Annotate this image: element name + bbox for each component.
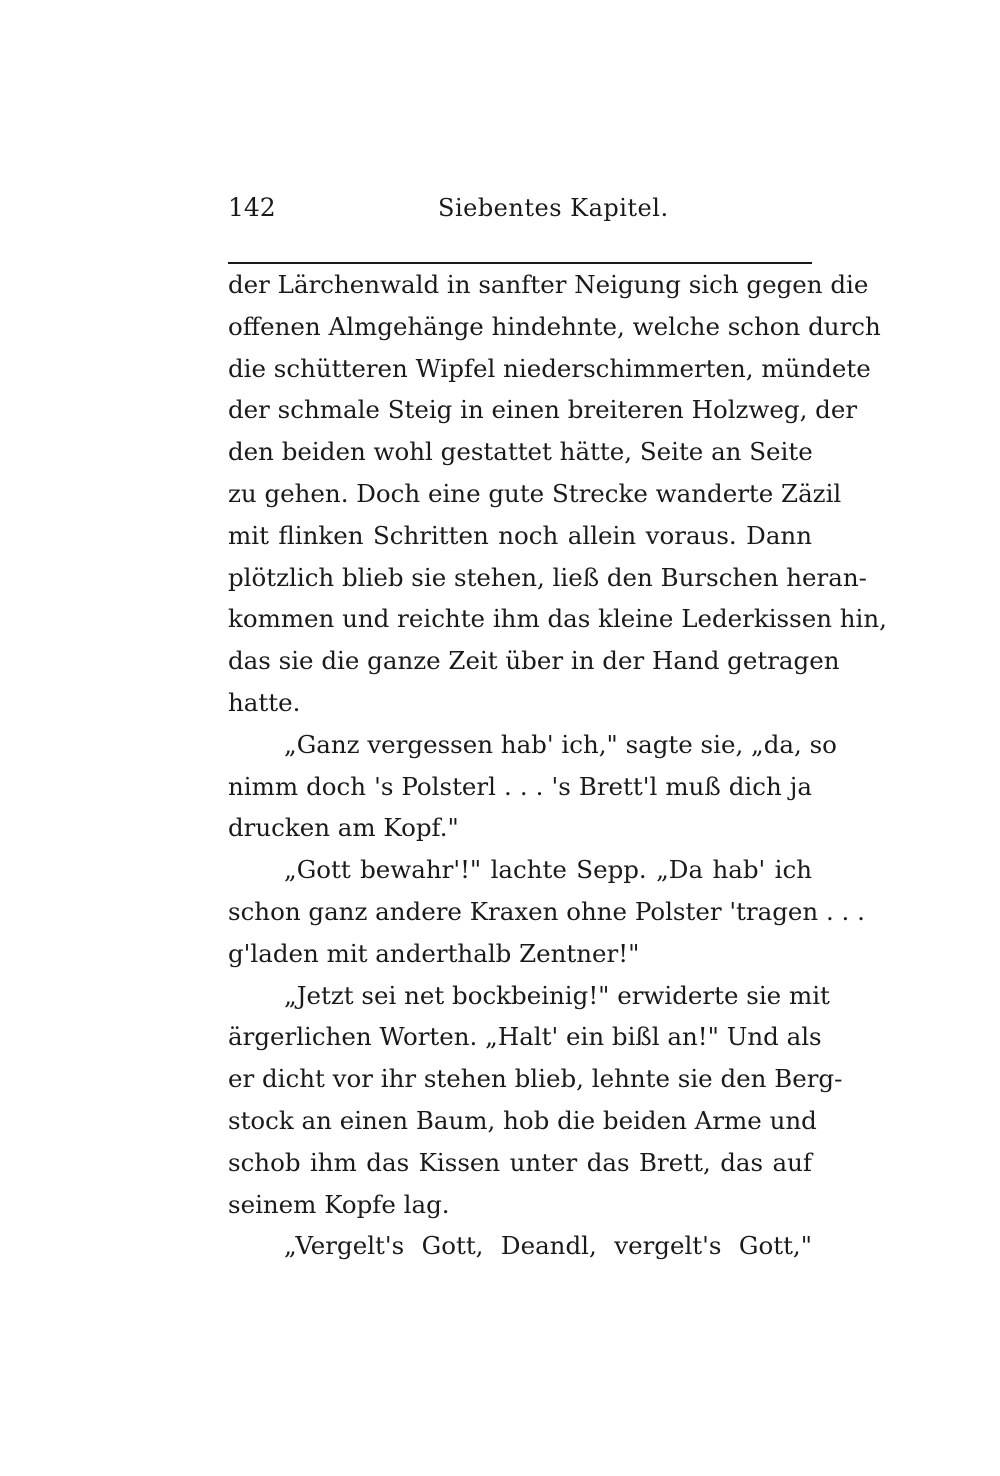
text-line: das sie die ganze Zeit über in der Hand getragen (228, 646, 840, 676)
text-line: ärgerlichen Worten. „Halt' ein bißl an!" Und als (228, 1022, 822, 1052)
text-line: den beiden wohl gestattet hätte, Seite an Seite (228, 437, 813, 467)
text-line: der schmale Steig in einen breiteren Holzweg, der (228, 395, 858, 425)
page-header (228, 190, 812, 230)
text-line: „Ganz vergessen hab' ich," sagte sie, „da, so (284, 729, 837, 759)
text-line: der Lärchenwald in sanfter Neigung sich gegen die (228, 270, 869, 299)
text-line: seinem Kopfe lag. (228, 1189, 450, 1219)
text-line: mit flinken Schritten noch allein voraus. Dann (228, 520, 812, 550)
body-text (228, 264, 887, 1267)
text-line: hatte. (228, 687, 301, 717)
text-line: die schütteren Wipfel niederschimmerten, mündete (228, 353, 871, 383)
text-line: schob ihm das Kissen unter das Brett, das auf (228, 1147, 812, 1177)
text-line: plötzlich blieb sie stehen, ließ den Burschen heran- (228, 562, 867, 592)
text-line: er dicht vor ihr stehen blieb, lehnte sie den Berg- (228, 1064, 843, 1094)
text-line: g'laden mit anderthalb Zentner!" (228, 938, 640, 968)
text-line: „Jetzt sei net bockbeinig!" erwiderte sie mit (284, 980, 830, 1010)
text-line: zu gehen. Doch eine gute Strecke wanderte Zäzil (228, 478, 842, 508)
page-number: 142 (228, 193, 276, 222)
text-line: offenen Almgehänge hindehnte, welche schon durch (228, 311, 881, 341)
text-line: kommen und reichte ihm das kleine Lederkissen hin, (228, 604, 887, 634)
text-line: schon ganz andere Kraxen ohne Polster 'tragen . . . (228, 896, 865, 926)
text-line: nimm doch 's Polsterl . . . 's Brett'l muß dich ja (228, 771, 812, 801)
text-line: „Gott bewahr'!" lachte Sepp. „Da hab' ich (284, 855, 812, 885)
running-head: Siebentes Kapitel. (438, 194, 669, 222)
text-line: drucken am Kopf." (228, 813, 459, 843)
text-line: stock an einen Baum, hob die beiden Arme und (228, 1105, 817, 1135)
text-line: „Vergelt's Gott, Deandl, vergelt's Gott," (284, 1231, 812, 1261)
